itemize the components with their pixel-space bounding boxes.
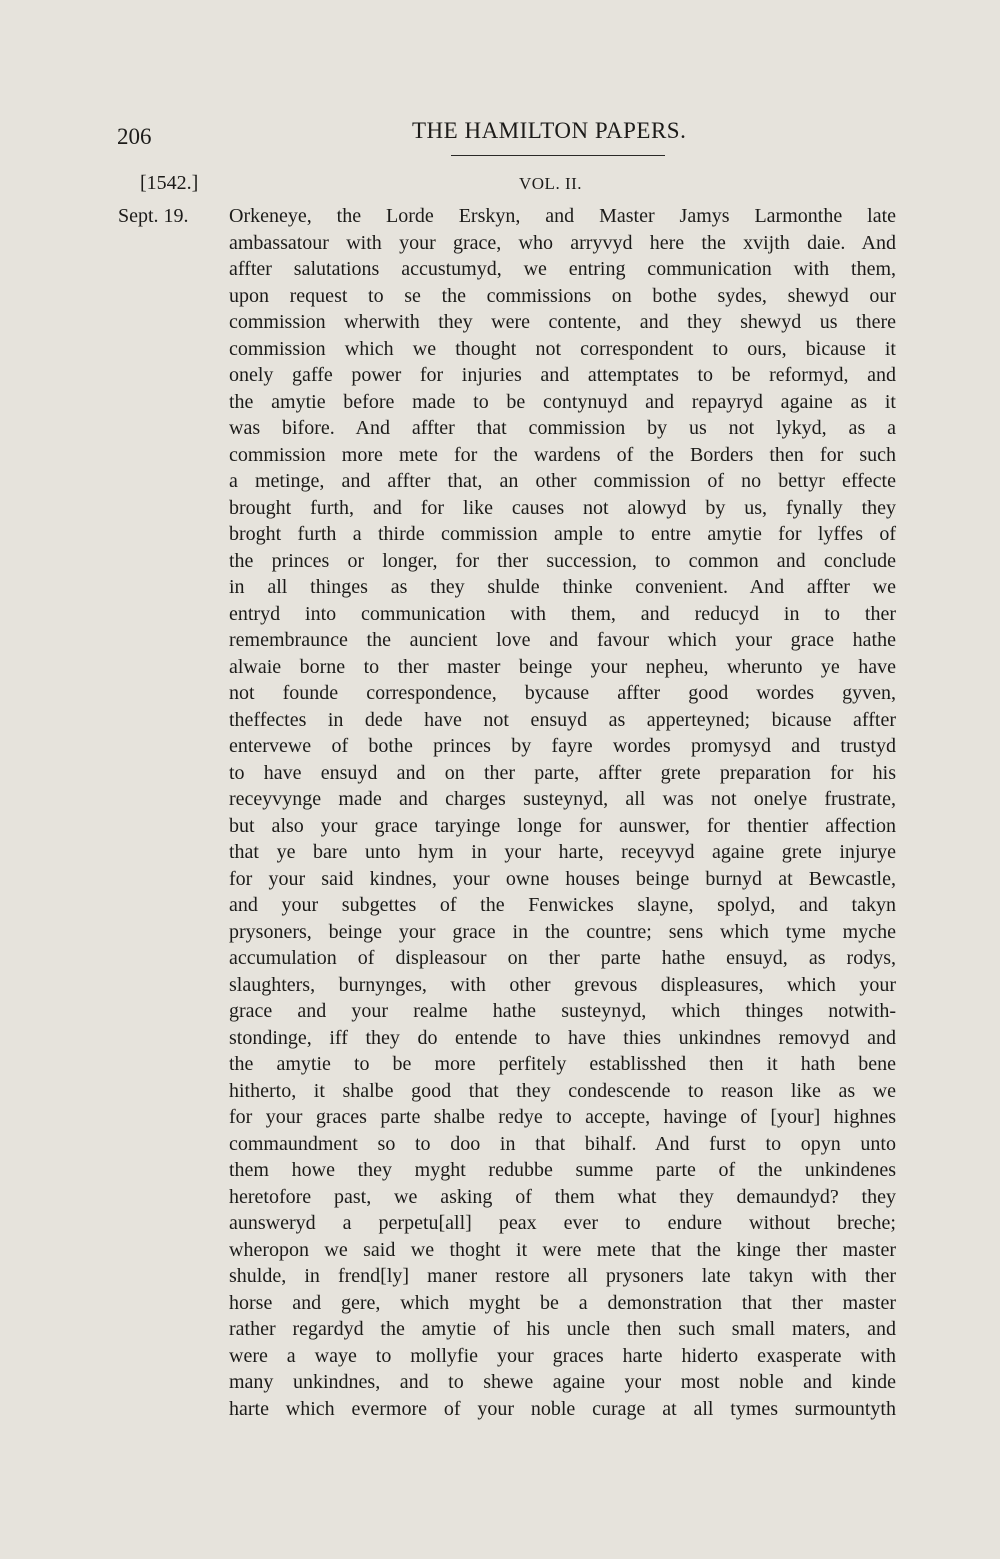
page-number: 206: [117, 124, 152, 149]
text-line: commission more mete for the wardens of the Borders then for such: [229, 443, 896, 466]
text-line: were a waye to mollyfie your graces harte hiderto exasperate with: [229, 1344, 896, 1367]
text-line: slaughters, burnynges, with other grevous displeasures, which your: [229, 973, 896, 996]
text-line: onely gaffe power for injuries and attemptates to be reformyd, and: [229, 364, 896, 386]
text-line: harte which evermore of your noble curage at all tymes surmountyth: [229, 1397, 896, 1420]
text-line: horse and gere, which myght be a demonstration that ther master: [229, 1291, 896, 1314]
text-line: Orkeneye, the Lorde Erskyn, and Master Jamys Larmonthe late: [229, 205, 896, 227]
text-line: receyvynge made and charges susteynyd, all was not onelye frustrate,: [229, 788, 896, 810]
text-line: them howe they myght redubbe summe parte of the unkindenes: [229, 1159, 896, 1181]
text-line: many unkindnes, and to shewe againe your most noble and kinde: [229, 1371, 896, 1393]
text-line: rather regardyd the amytie of his uncle then such small maters, and: [229, 1318, 896, 1340]
volume-label: VOL. II.: [519, 174, 583, 193]
text-line: ambassatour with your grace, who arryvyd here the xvijth daie. And: [229, 231, 896, 254]
text-line: for your graces parte shalbe redye to accepte, havinge of [your] highnes: [229, 1106, 896, 1128]
text-line: grace and your realme hathe susteynyd, which thinges notwith-: [229, 1000, 896, 1022]
text-line: a metinge, and affter that, an other commission of no bettyr effecte: [229, 470, 896, 492]
body-text: [229, 203, 896, 1422]
text-line: stondinge, iff they do entende to have thies unkindnes removyd and: [229, 1026, 896, 1049]
text-line: theffectes in dede have not ensuyd as apperteyned; bicause affter: [229, 708, 896, 731]
margin-date-note: Sept. 19.: [118, 205, 189, 227]
text-line: but also your grace taryinge longe for aunswer, for thentier affection: [229, 814, 896, 837]
text-line: was bifore. And affter that commission by us not lykyd, as a: [229, 417, 896, 439]
text-line: remembraunce the auncient love and favour which your grace hathe: [229, 629, 896, 651]
running-title: THE HAMILTON PAPERS.: [412, 118, 687, 143]
text-line: entervewe of bothe princes by fayre wordes promysyd and trustyd: [229, 735, 896, 757]
text-line: commaundment so to doo in that bihalf. And furst to opyn unto: [229, 1132, 896, 1155]
text-line: in all thinges as they shulde thinke convenient. And affter we: [229, 576, 896, 598]
text-line: hitherto, it shalbe good that they condescende to reason like as we: [229, 1079, 896, 1102]
text-line: the amytie to be more perfitely establisshed then it hath bene: [229, 1053, 896, 1075]
text-line: prysoners, beinge your grace in the countre; sens which tyme myche: [229, 920, 896, 943]
text-line: broght furth a thirde commission ample to entre amytie for lyffes of: [229, 523, 896, 545]
text-line: alwaie borne to ther master beinge your nepheu, wherunto ye have: [229, 655, 896, 678]
text-line: to have ensuyd and on ther parte, affter grete preparation for his: [229, 761, 896, 784]
text-line: brought furth, and for like causes not alowyd by us, fynally they: [229, 496, 896, 519]
text-line: that ye bare unto hym in your harte, receyvyd againe grete injurye: [229, 841, 896, 863]
text-line: commission which we thought not correspondent to ours, bicause it: [229, 337, 896, 360]
text-line: commission wherwith they were contente, and they shewyd us there: [229, 311, 896, 333]
text-line: heretofore past, we asking of them what they demaundyd? they: [229, 1185, 896, 1208]
text-line: the amytie before made to be contynuyd and repayryd againe as it: [229, 390, 896, 413]
text-line: upon request to se the commissions on bothe sydes, shewyd our: [229, 284, 896, 307]
text-line: and your subgettes of the Fenwickes slayne, spolyd, and takyn: [229, 894, 896, 916]
text-line: affter salutations accustumyd, we entring communication with them,: [229, 258, 896, 280]
text-line: shulde, in frend[ly] maner restore all prysoners late takyn with ther: [229, 1265, 896, 1287]
text-line: entryd into communication with them, and reducyd in to ther: [229, 602, 896, 625]
text-line: aunsweryd a perpetu[all] peax ever to endure without breche;: [229, 1212, 896, 1234]
title-rule: [451, 155, 665, 156]
text-line: not founde correspondence, bycause affter good wordes gyven,: [229, 682, 896, 704]
text-line: wheropon we said we thoght it were mete that the kinge ther master: [229, 1238, 896, 1261]
text-line: the princes or longer, for ther succession, to common and conclude: [229, 549, 896, 572]
text-line: accumulation of displeasour on ther parte hathe ensuyd, as rodys,: [229, 947, 896, 969]
text-line: for your said kindnes, your owne houses beinge burnyd at Bewcastle,: [229, 867, 896, 890]
year-label: [1542.]: [140, 172, 199, 194]
